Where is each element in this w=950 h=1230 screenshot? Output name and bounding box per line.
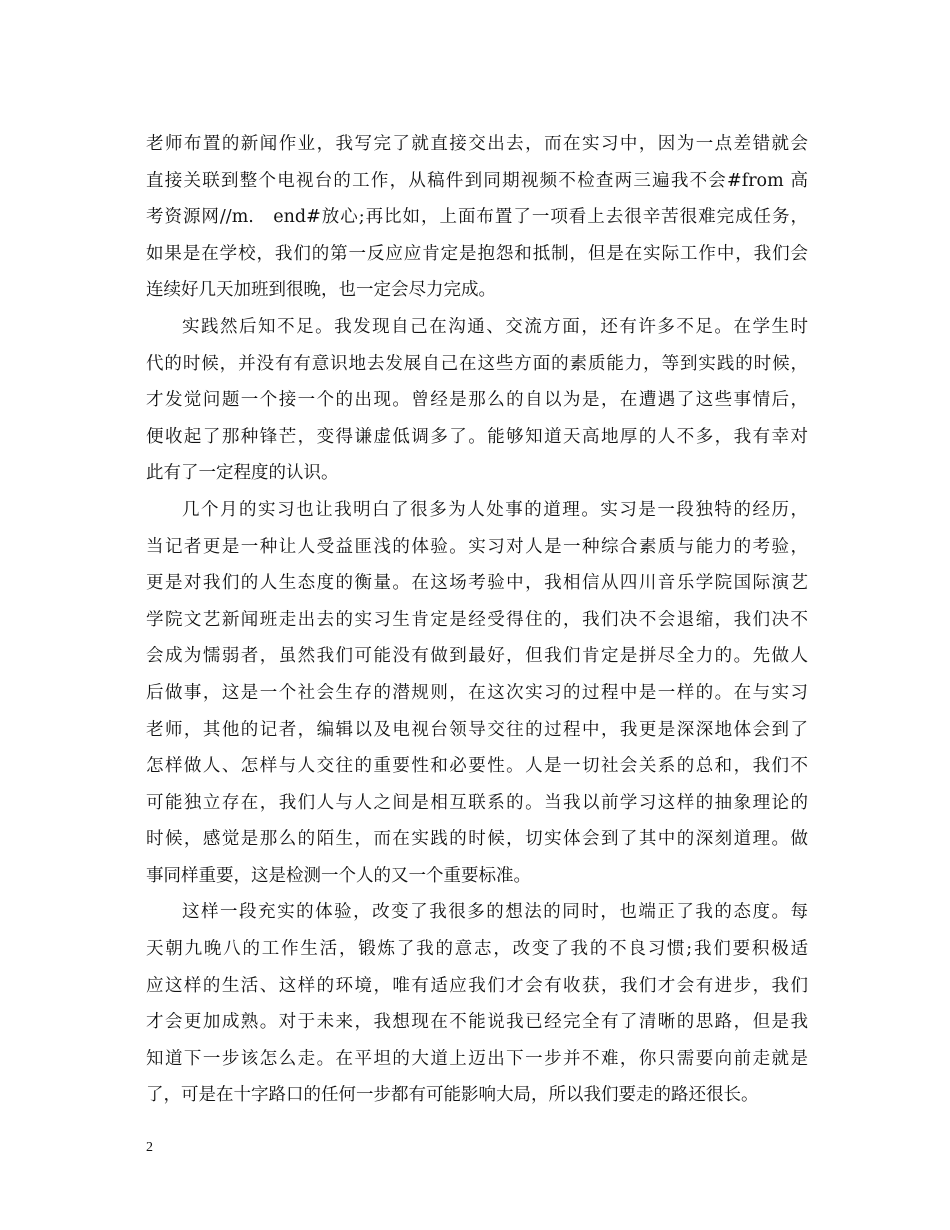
text-line: 才会更加成熟。对于未来，我想现在不能说我已经完全有了清晰的思路，但是我 bbox=[146, 1012, 808, 1033]
text-line: 更是对我们的人生态度的衡量。在这场考验中，我相信从四川音乐学院国际演艺 bbox=[146, 573, 808, 594]
text-line: 知道下一步该怎么走。在平坦的大道上迈出下一步并不难，你只需要向前走就是 bbox=[146, 1048, 808, 1069]
text-line: 连续好几天加班到很晚，也一定会尽力完成。 bbox=[146, 280, 496, 301]
text-line: 考资源网//m. end#放心;再比如，上面布置了一项看上去很辛苦很难完成任务， bbox=[146, 207, 808, 228]
text-line: 了，可是在十字路口的任何一步都有可能影响大局，所以我们要走的路还很长。 bbox=[146, 1085, 759, 1106]
body-text bbox=[146, 126, 808, 1114]
text-line: 老师，其他的记者，编辑以及电视台领导交往的过程中，我更是深深地体会到了 bbox=[146, 719, 808, 740]
text-line: 学院文艺新闻班走出去的实习生肯定是经受得住的，我们决不会退缩，我们决不 bbox=[146, 609, 808, 630]
text-line: 会成为懦弱者，虽然我们可能没有做到最好，但我们肯定是拼尽全力的。先做人 bbox=[146, 646, 808, 667]
text-line: 天朝九晚八的工作生活，锻炼了我的意志，改变了我的不良习惯;我们要积极适 bbox=[146, 939, 808, 960]
text-line: 应这样的生活、这样的环境，唯有适应我们才会有收获，我们才会有进步，我们 bbox=[146, 975, 808, 996]
text-line: 事同样重要，这是检测一个人的又一个重要标准。 bbox=[146, 865, 531, 886]
page-number: 2 bbox=[146, 1140, 153, 1155]
text-line: 才发觉问题一个接一个的出现。曾经是那么的自以为是，在遭遇了这些事情后， bbox=[146, 390, 808, 411]
text-line: 后做事，这是一个社会生存的潜规则，在这次实习的过程中是一样的。在与实习 bbox=[146, 682, 808, 703]
text-line: 怎样做人、怎样与人交往的重要性和必要性。人是一切社会关系的总和，我们不 bbox=[146, 756, 808, 777]
text-line: 如果是在学校，我们的第一反应应肯定是抱怨和抵制，但是在实际工作中，我们会 bbox=[146, 243, 808, 264]
text-line: 几个月的实习也让我明白了很多为人处事的道理。实习是一段独特的经历， bbox=[182, 499, 808, 520]
text-line: 这样一段充实的体验，改变了我很多的想法的同时，也端正了我的态度。每 bbox=[182, 902, 808, 923]
text-line: 便收起了那种锋芒，变得谦虚低调多了。能够知道天高地厚的人不多，我有幸对 bbox=[146, 426, 808, 447]
text-line: 此有了一定程度的认识。 bbox=[146, 463, 339, 484]
text-line: 直接关联到整个电视台的工作，从稿件到同期视频不检查两三遍我不会#from 高 bbox=[146, 170, 808, 191]
text-line: 可能独立存在，我们人与人之间是相互联系的。当我以前学习这样的抽象理论的 bbox=[146, 792, 808, 813]
text-line: 老师布置的新闻作业，我写完了就直接交出去，而在实习中，因为一点差错就会 bbox=[146, 134, 808, 154]
text-line: 代的时候，并没有有意识地去发展自己在这些方面的素质能力，等到实践的时候， bbox=[146, 353, 808, 374]
text-line: 时候，感觉是那么的陌生，而在实践的时候，切实体会到了其中的深刻道理。做 bbox=[146, 829, 808, 850]
text-line: 实践然后知不足。我发现自己在沟通、交流方面，还有许多不足。在学生时 bbox=[182, 316, 808, 337]
text-line: 当记者更是一种让人受益匪浅的体验。实习对人是一种综合素质与能力的考验， bbox=[146, 536, 808, 557]
